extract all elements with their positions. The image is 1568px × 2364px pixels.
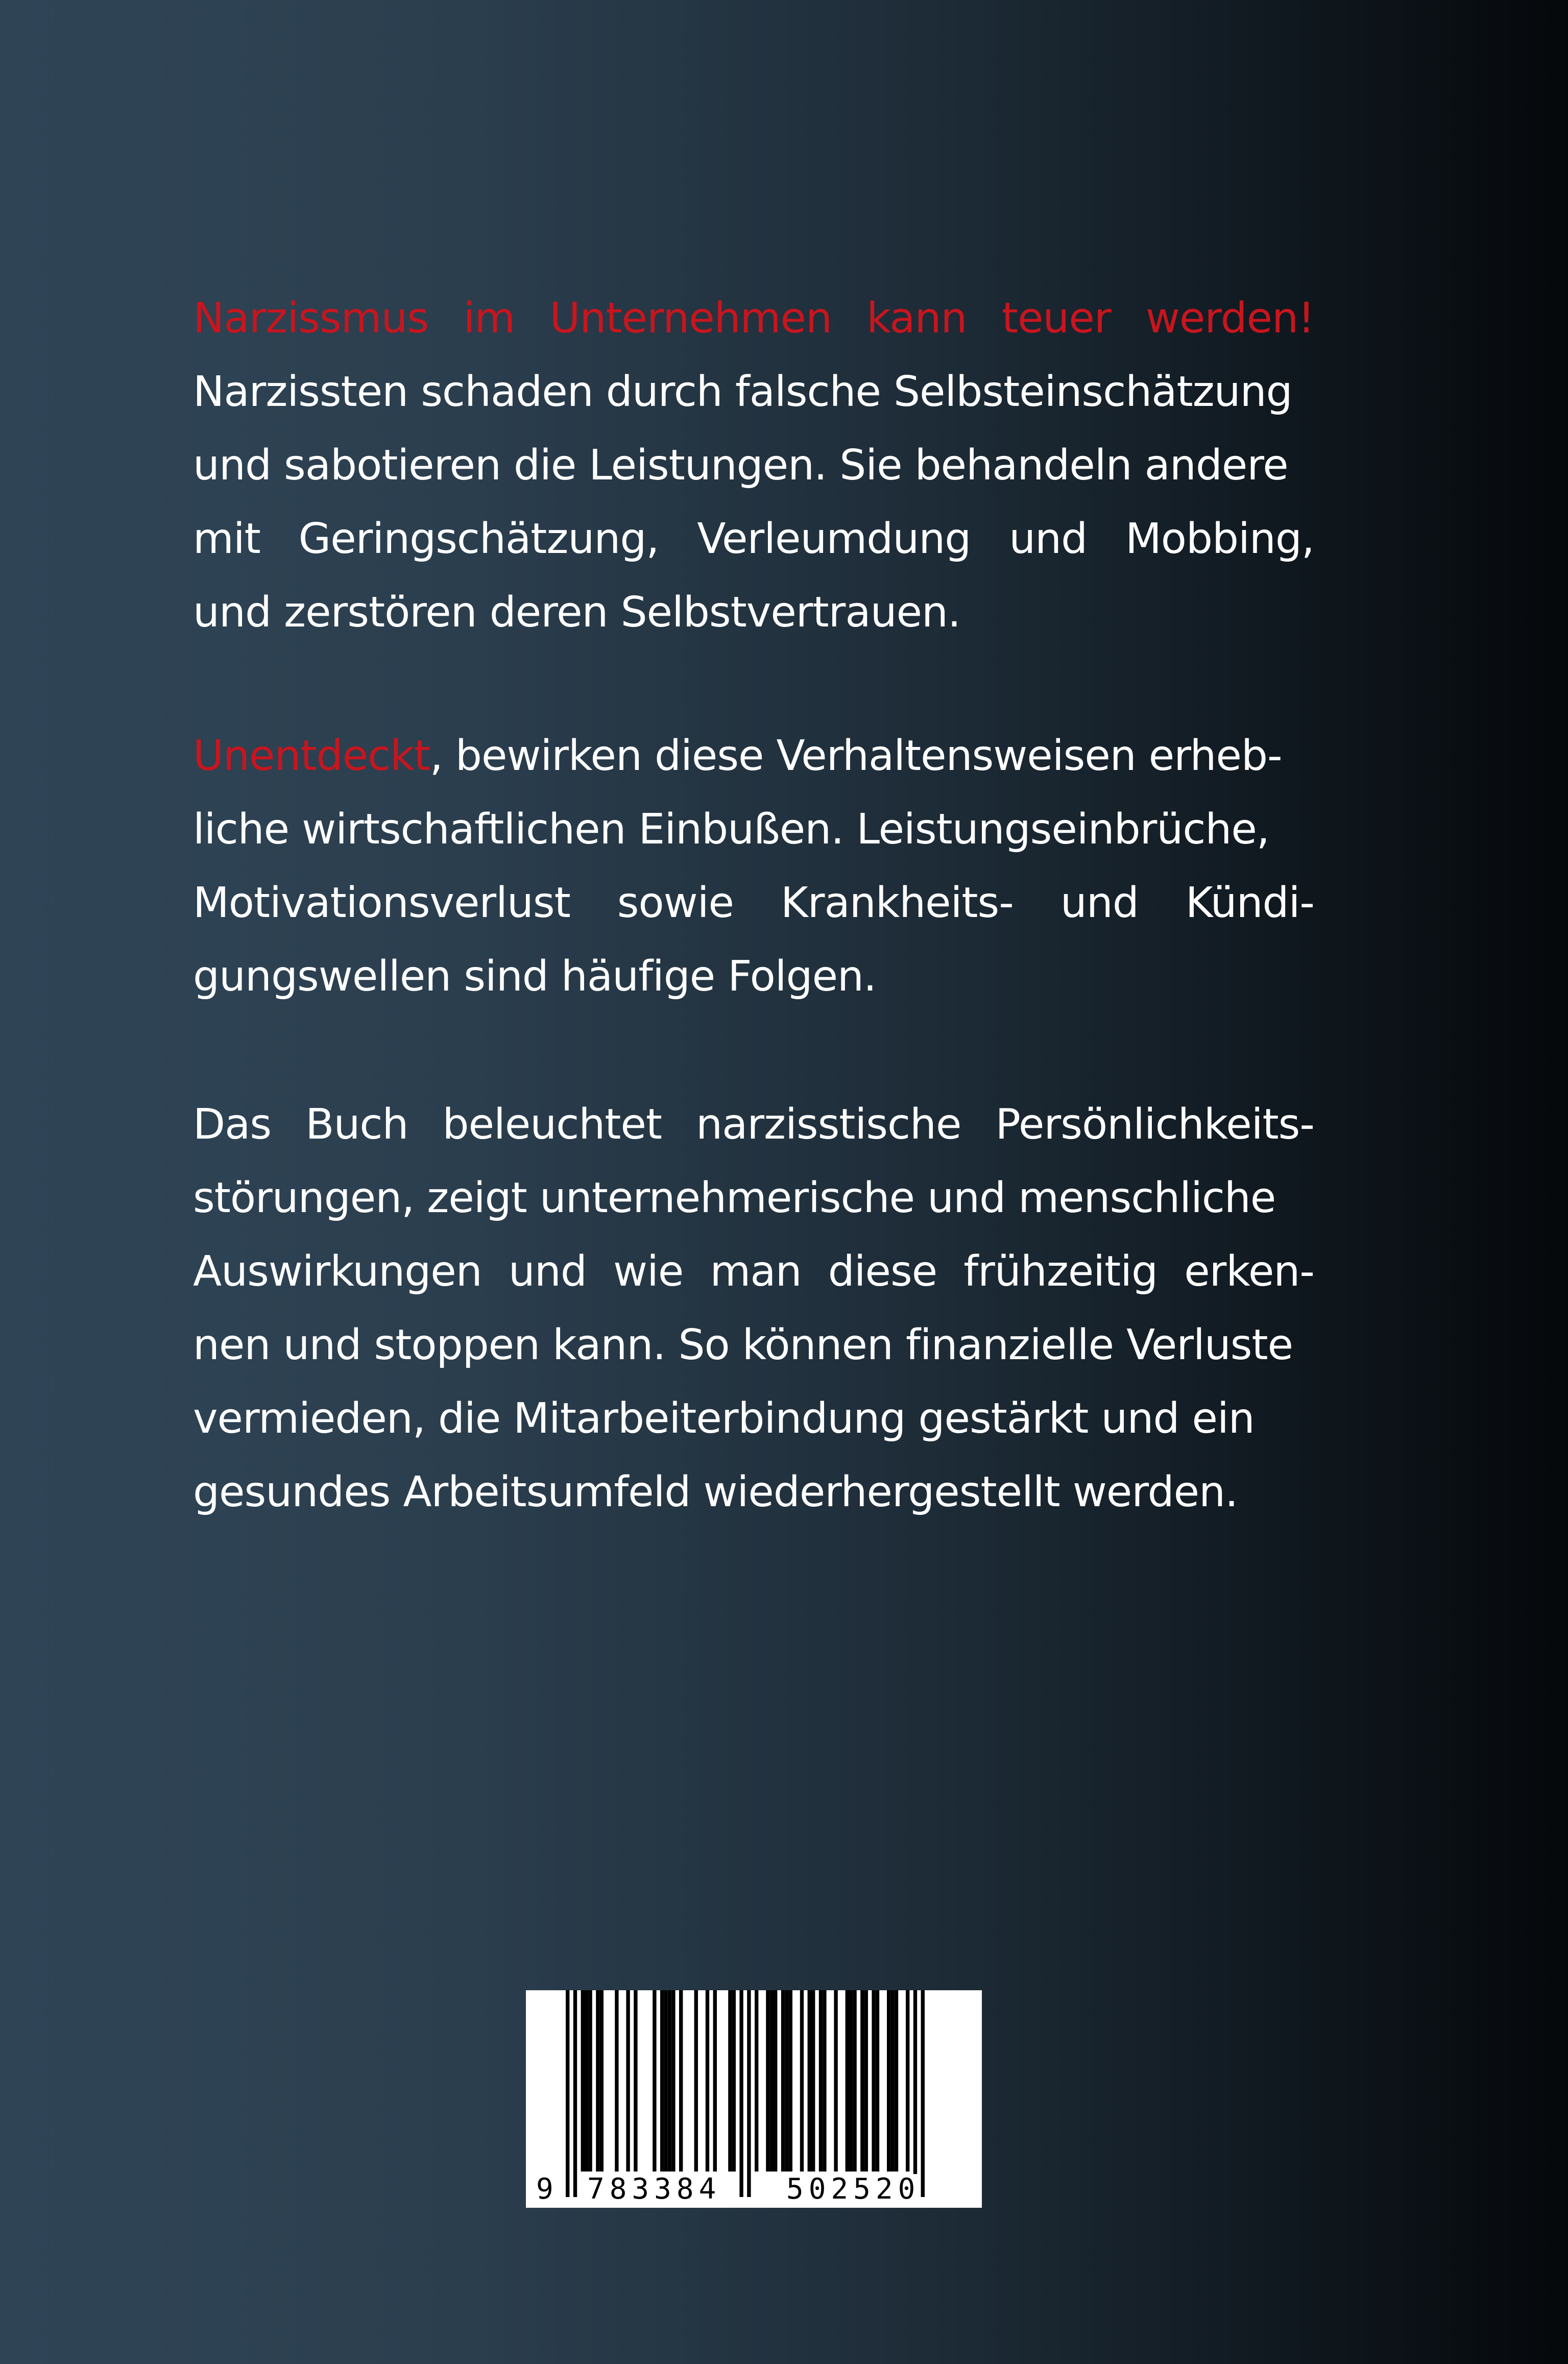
word: Geringschätzung, <box>298 515 659 563</box>
barcode-bar <box>876 1990 879 2172</box>
barcode-bar <box>755 1990 758 2172</box>
barcode-guard-bar <box>739 1990 743 2197</box>
word: mit <box>193 515 260 563</box>
headline-word: im <box>463 294 515 343</box>
barcode-bar <box>819 1990 823 2172</box>
barcode-bar <box>653 1990 656 2172</box>
word: man <box>710 1247 802 1296</box>
barcode-guard-bar <box>921 1990 925 2197</box>
barcode-bar <box>800 1990 804 2172</box>
barcode-bar <box>671 1990 675 2172</box>
text-line <box>193 502 1314 576</box>
text-line <box>193 866 1314 940</box>
text-line <box>193 719 1314 793</box>
word: Verleumdung <box>697 515 971 563</box>
headline-word: teuer <box>1001 294 1111 343</box>
barcode-bar <box>774 1990 777 2172</box>
barcode-bar <box>853 1990 856 2172</box>
text-line: gungswellen sind häufige Folgen. <box>193 952 877 1001</box>
word: Krankheits- <box>781 879 1014 927</box>
word: wie <box>613 1247 684 1296</box>
headline-word: kann <box>866 294 967 343</box>
barcode-bar <box>581 1990 585 2172</box>
headline-line <box>193 282 1314 355</box>
barcode-bar <box>834 1990 837 2172</box>
barcode-bar <box>872 1990 875 2172</box>
barcode-bar <box>713 1990 717 2172</box>
word: Mobbing, <box>1125 515 1314 563</box>
barcode-bar <box>694 1990 698 2172</box>
barcode-right-digits: 502520 <box>786 2173 921 2206</box>
word: beleuchtet <box>442 1100 662 1149</box>
word: Motivationsverlust <box>193 879 570 927</box>
barcode-bar <box>849 1990 853 2172</box>
barcode-bar <box>679 1990 683 2172</box>
barcode-guard-bar <box>913 1990 917 2197</box>
word: Buch <box>305 1100 408 1149</box>
word: Persönlichkeits- <box>995 1100 1314 1149</box>
barcode-bar <box>626 1990 630 2172</box>
barcode-bar <box>890 1990 894 2172</box>
barcode-bar <box>864 1990 868 2172</box>
text-line: vermieden, die Mitarbeiterbindung gestärkt und ein <box>193 1394 1255 1443</box>
text-fragment: , bewirken diese Verhaltensweisen erheb- <box>429 732 1282 780</box>
barcode-bar <box>766 1990 769 2172</box>
barcode-bar <box>668 1990 671 2172</box>
paragraph-2 <box>193 719 1314 1014</box>
barcode-bar <box>846 1990 849 2172</box>
barcode-bar <box>906 1990 909 2172</box>
barcode-bar <box>600 1990 604 2172</box>
text-line: störungen, zeigt unternehmerische und menschliche <box>193 1174 1276 1222</box>
barcode-bar <box>887 1990 890 2172</box>
barcode-guard-bar <box>566 1990 569 2197</box>
barcode-bar <box>785 1990 788 2172</box>
word: frühzeitig <box>963 1247 1158 1296</box>
barcode-bar <box>808 1990 811 2172</box>
word: erken- <box>1184 1247 1314 1296</box>
text-line <box>193 1088 1314 1162</box>
barcode-bar <box>634 1990 637 2172</box>
text-line: Narzissten schaden durch falsche Selbsteinschätzung <box>193 368 1292 416</box>
barcode-bar <box>615 1990 618 2172</box>
barcode-bar <box>895 1990 898 2172</box>
paragraph-3 <box>193 1088 1314 1529</box>
barcode-bar <box>789 1990 792 2172</box>
barcode-bar <box>811 1990 815 2172</box>
barcode-bar <box>588 1990 592 2172</box>
barcode-bar <box>585 1990 588 2172</box>
highlight-word: Unentdeckt <box>193 732 430 780</box>
headline-word: Unternehmen <box>549 294 832 343</box>
word: narzisstische <box>696 1100 961 1149</box>
isbn-barcode <box>526 1990 982 2208</box>
barcode-bar <box>660 1990 664 2172</box>
text-line: und sabotieren die Leistungen. Sie behandeln andere <box>193 441 1288 490</box>
word: und <box>1060 879 1139 927</box>
headline-word: Narzissmus <box>193 294 429 343</box>
text-line: nen und stoppen kann. So können finanzielle Verluste <box>193 1321 1293 1369</box>
word: Kündi- <box>1185 879 1314 927</box>
word: und <box>508 1247 587 1296</box>
barcode-bar <box>823 1990 826 2172</box>
barcode-bar <box>728 1990 732 2172</box>
barcode-bar <box>732 1990 736 2172</box>
barcode-left-digits: 783384 <box>587 2173 721 2206</box>
word: sowie <box>617 879 734 927</box>
barcode-bar <box>770 1990 774 2172</box>
word: und <box>1009 515 1088 563</box>
barcode-guard-bar <box>573 1990 577 2197</box>
barcode-bar <box>664 1990 667 2172</box>
text-line <box>193 1235 1314 1309</box>
word: diese <box>828 1247 937 1296</box>
headline-word: werden! <box>1145 294 1314 343</box>
text-line: gesundes Arbeitsumfeld wiederhergestellt werden. <box>193 1468 1238 1516</box>
barcode-bar <box>596 1990 599 2172</box>
paragraph-1 <box>193 282 1314 649</box>
barcode-guard-bar <box>747 1990 751 2197</box>
text-line: liche wirtschaftlichen Einbußen. Leistungseinbrüche, <box>193 805 1269 854</box>
barcode-bar <box>781 1990 785 2172</box>
word: Das <box>193 1100 272 1149</box>
text-line: und zerstören deren Selbstvertrauen. <box>193 588 961 637</box>
barcode-bar <box>706 1990 709 2172</box>
barcode-lead-digit: 9 <box>536 2173 553 2206</box>
word: Auswirkungen <box>193 1247 482 1296</box>
barcode-bar <box>860 1990 864 2172</box>
